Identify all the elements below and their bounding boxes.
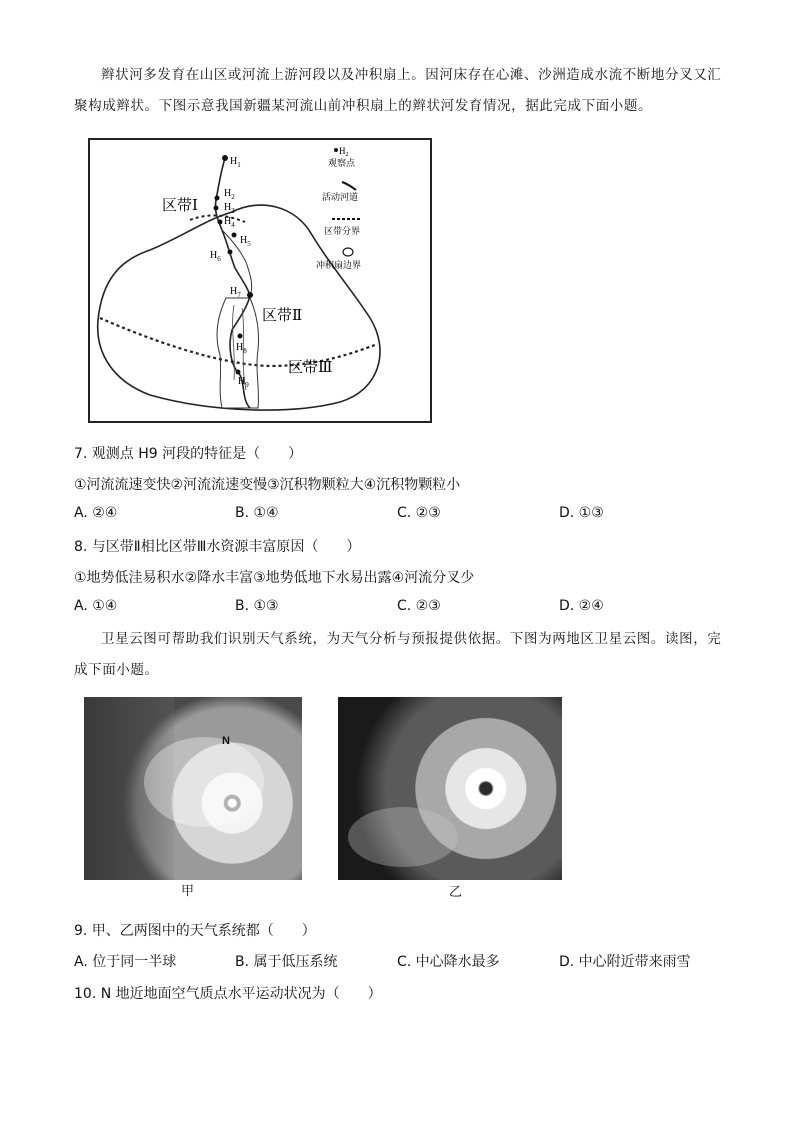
svg-text:H7: $H_7$	[230, 286, 241, 299]
intro-paragraph-1: 辫状河多发育在山区或河流上游河段以及冲积扇上。因河床存在心滩、沙洲造成水流不断地分叉又汇聚构成辫状。下图示意我国新疆某河流山前冲积扇上的辫状河发育情况，据此完成下面小题。	[74, 67, 722, 114]
zone-3-label: 区带Ⅲ	[288, 358, 333, 376]
legend-point-icon	[334, 148, 338, 152]
zone-1-label: 区带Ⅰ	[162, 196, 198, 214]
q8-option-b[interactable]: B. ①③	[235, 598, 279, 614]
point-h8	[238, 334, 243, 339]
caption-yi: 乙	[449, 885, 463, 900]
legend-boundary: 区带分界	[324, 227, 361, 237]
caption-jia: 甲	[181, 884, 195, 899]
point-h9	[236, 370, 241, 375]
q8-option-d[interactable]: D. ②④	[559, 598, 604, 614]
q7-statements: ①河流流速变快②河流流速变慢③沉积物颗粒大④沉积物颗粒小	[74, 477, 461, 493]
satellite-image-yi	[338, 697, 562, 880]
legend-channel: 活动河道	[322, 193, 359, 203]
point-h6	[228, 250, 233, 255]
q7-option-d[interactable]: D. ①③	[559, 505, 604, 521]
svg-text:H2: $H_2$	[339, 146, 349, 158]
q9-stem: 9. 甲、乙两图中的天气系统都（ ）	[74, 923, 316, 939]
svg-text:H9: $H_9$	[238, 376, 249, 389]
q7-option-a[interactable]: A. ②④	[74, 505, 118, 521]
marker-n-label: N	[222, 735, 230, 747]
river-braid-left	[217, 298, 258, 408]
alluvial-fan-diagram	[90, 140, 430, 421]
q8-statements: ①地势低洼易积水②降水丰富③地势低地下水易出露④河流分叉少	[74, 570, 475, 586]
intro-paragraph-2: 卫星云图可帮助我们识别天气系统，为天气分析与预报提供依据。下图为两地区卫星云图。读图，完成下面小题。	[74, 631, 722, 678]
svg-text:H4: $H_4$	[224, 216, 235, 229]
point-h7	[247, 292, 253, 298]
q8-stem: 8. 与区带Ⅱ相比区带Ⅲ水资源丰富原因（ ）	[74, 539, 361, 555]
point-h4	[218, 220, 223, 225]
point-h3	[214, 206, 219, 211]
point-h5	[232, 233, 237, 238]
q8-option-a[interactable]: A. ①④	[74, 598, 118, 614]
legend-observation: 观察点	[328, 159, 356, 169]
svg-text:H1: $H_1$	[230, 156, 241, 169]
svg-text:H3: $H_3$	[224, 202, 235, 215]
q9-option-c[interactable]: C. 中心降水最多	[397, 954, 500, 970]
q10-stem: 10. N 地近地面空气质点水平运动状况为（ ）	[74, 986, 382, 1002]
zone-2-label: 区带Ⅱ	[262, 306, 303, 324]
q7-stem: 7. 观测点 H9 河段的特征是（ ）	[74, 446, 303, 462]
satellite-image-jia	[84, 697, 302, 880]
q8-option-c[interactable]: C. ②③	[397, 598, 441, 614]
point-h2	[215, 196, 220, 201]
q7-option-c[interactable]: C. ②③	[397, 505, 441, 521]
q7-option-b[interactable]: B. ①④	[235, 505, 279, 521]
legend-channel-icon	[342, 182, 356, 190]
q9-option-a[interactable]: A. 位于同一半球	[74, 954, 177, 970]
svg-text:H8: $H_8$	[236, 342, 247, 355]
braided-river-map	[88, 138, 432, 423]
svg-text:H6: $H_6$	[210, 250, 221, 263]
legend-fan-edge-icon	[343, 248, 353, 256]
legend-fan-edge: 冲积扇边界	[316, 261, 362, 271]
point-h1	[222, 155, 228, 161]
svg-text:H5: $H_5$	[240, 235, 251, 248]
svg-text:H2: $H_2$	[224, 188, 235, 201]
q9-option-b[interactable]: B. 属于低压系统	[235, 954, 338, 970]
q9-option-d[interactable]: D. 中心附近带来雨雪	[559, 954, 691, 970]
